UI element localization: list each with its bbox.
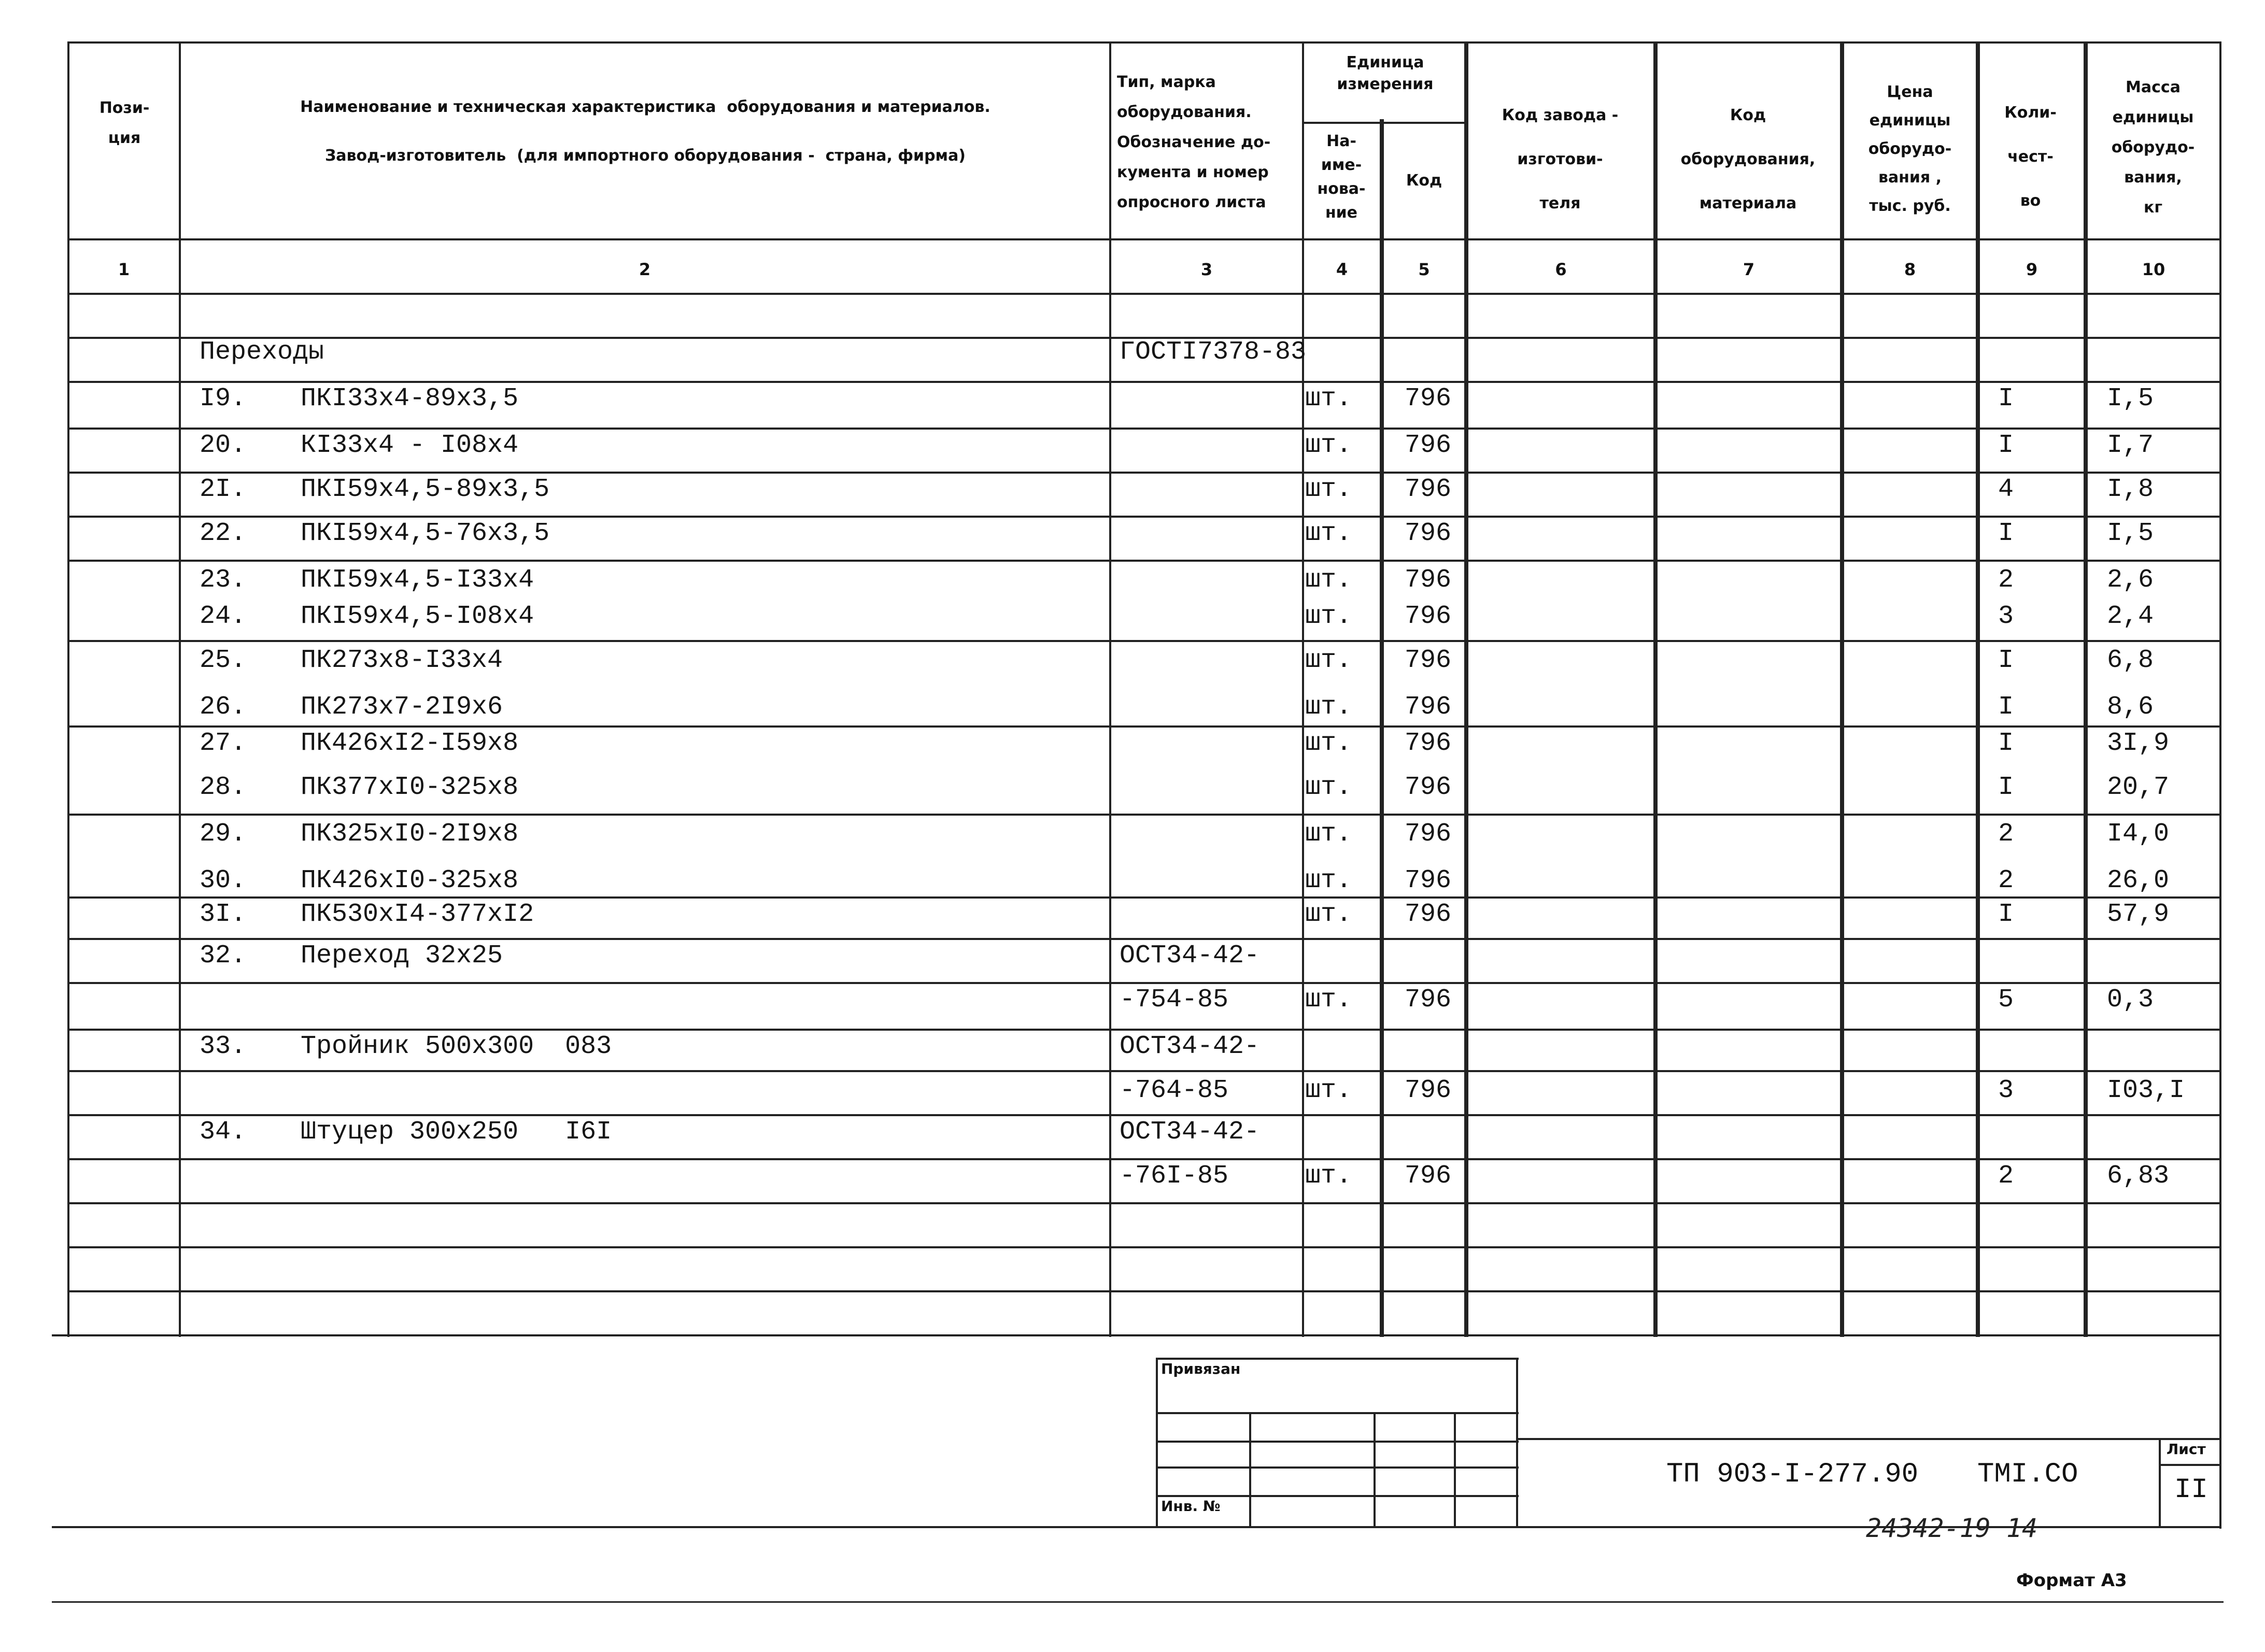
col-line-8 [1976, 41, 1980, 1337]
row-line [67, 814, 2221, 816]
unit-cell: шт. [1305, 1076, 1352, 1105]
document-cell: -76I-85 [1120, 1161, 1229, 1191]
quantity-cell: I [1998, 773, 2014, 802]
position-cell: 3I. [200, 900, 247, 929]
position-cell: 33. [200, 1032, 247, 1061]
unit-code-cell: 796 [1405, 866, 1452, 895]
name-cell: Штуцер 300x250 I6I [301, 1117, 612, 1147]
position-cell: 20. [200, 431, 247, 460]
col-number: 6 [1555, 260, 1567, 279]
quantity-cell: I [1998, 519, 2014, 548]
header-type: Тип, марка оборудования. Обозначение до- кумента и номер опросного листа [1117, 73, 1271, 211]
bound-label: Привязан [1161, 1360, 1241, 1377]
unit-code-cell: 796 [1405, 692, 1452, 722]
unit-code-cell: 796 [1405, 985, 1452, 1015]
quantity-cell: 2 [1998, 866, 2014, 895]
quantity-cell: 5 [1998, 985, 2014, 1015]
name-cell: ПК273x8-I33x4 [301, 646, 503, 675]
unit-code-cell: 796 [1405, 1076, 1452, 1105]
col-line-5 [1464, 41, 1468, 1337]
name-cell: Тройник 500x300 083 [301, 1032, 612, 1061]
document-suffix: ТМI.СО [1977, 1459, 2078, 1490]
unit-group-line [1302, 122, 1468, 124]
col-line-3 [1302, 41, 1304, 1337]
col-number: 7 [1743, 260, 1755, 279]
mass-cell: 8,6 [2107, 692, 2154, 722]
mass-cell: I,5 [2107, 519, 2154, 548]
header-factory-code: Код завода - изготови- теля [1502, 106, 1619, 212]
unit-cell: шт. [1305, 646, 1352, 675]
col-number: 2 [639, 260, 651, 279]
col-number: 9 [2026, 260, 2038, 279]
col-line-4 [1380, 119, 1384, 1337]
header-unit-name: На- име- нова- ние [1317, 132, 1366, 222]
name-cell: ПК377xI0-325x8 [301, 773, 519, 802]
mass-cell: 3I,9 [2107, 729, 2170, 758]
unit-cell: шт. [1305, 384, 1352, 414]
quantity-cell: I [1998, 431, 2014, 460]
mass-cell: 6,8 [2107, 646, 2154, 675]
unit-cell: шт. [1305, 985, 1352, 1015]
unit-cell: шт. [1305, 692, 1352, 722]
quantity-cell: 2 [1998, 565, 2014, 595]
quantity-cell: I [1998, 646, 2014, 675]
mass-cell: 20,7 [2107, 773, 2170, 802]
name-cell: ПКI59x4,5-I08x4 [301, 602, 534, 631]
unit-code-cell: 796 [1405, 900, 1452, 929]
unit-cell: шт. [1305, 773, 1352, 802]
row-line [67, 381, 2221, 383]
col-number: 4 [1336, 260, 1348, 279]
header-quantity: Коли- чест- во [2004, 104, 2057, 210]
header-position: Пози- ция [99, 99, 150, 147]
unit-code-cell: 796 [1405, 729, 1452, 758]
position-cell: 23. [200, 565, 247, 595]
name-cell: ПК426xI2-I59x8 [301, 729, 519, 758]
unit-code-cell: 796 [1405, 646, 1452, 675]
quantity-cell: I [1998, 729, 2014, 758]
mass-cell: 0,3 [2107, 985, 2154, 1015]
name-cell: ПК273x7-2I9x6 [301, 692, 503, 722]
unit-code-cell: 796 [1405, 773, 1452, 802]
mass-cell: I,8 [2107, 475, 2154, 504]
document-cell: ОСТ34-42- [1120, 1117, 1260, 1147]
mass-cell: 2,4 [2107, 602, 2154, 631]
format-label: Формат А3 [2016, 1570, 2127, 1591]
document-cell: ОСТ34-42- [1120, 941, 1260, 971]
row-line [67, 938, 2221, 940]
unit-code-cell: 796 [1405, 475, 1452, 504]
row-line [67, 1290, 2221, 1292]
unit-cell: шт. [1305, 729, 1352, 758]
quantity-cell: 3 [1998, 1076, 2014, 1105]
row-line [67, 428, 2221, 430]
header-unit-code: Код [1406, 172, 1442, 190]
document-cell: ОСТ34-42- [1120, 1032, 1260, 1061]
position-cell: 24. [200, 602, 247, 631]
header-unit-group: Единица измерения [1337, 53, 1434, 93]
unit-cell: шт. [1305, 475, 1352, 504]
position-cell: 26. [200, 692, 247, 722]
frame-right [2219, 41, 2221, 1529]
document-cell: -754-85 [1120, 985, 1229, 1015]
position-cell: 34. [200, 1117, 247, 1147]
unit-code-cell: 796 [1405, 384, 1452, 414]
header-name-line2: Завод-изготовитель (для импортного оборудования - страна, фирма) [324, 147, 966, 165]
quantity-cell: 3 [1998, 602, 2014, 631]
col-line-6 [1653, 41, 1658, 1337]
mass-cell: 2,6 [2107, 565, 2154, 595]
name-cell: ПК426xI0-325x8 [301, 866, 519, 895]
name-cell: ПК325xI0-2I9x8 [301, 819, 519, 849]
quantity-cell: I [1998, 384, 2014, 414]
header-equipment-code: Код оборудования, материала [1680, 106, 1816, 212]
col-line-1 [179, 41, 181, 1337]
col-number: 5 [1418, 260, 1430, 279]
sheet-label: Лист [2167, 1441, 2206, 1458]
mass-cell: 6,83 [2107, 1161, 2170, 1191]
unit-cell: шт. [1305, 900, 1352, 929]
mass-cell: 26,0 [2107, 866, 2170, 895]
col-number: 10 [2142, 260, 2165, 279]
name-cell: ПКI33x4-89x3,5 [301, 384, 519, 414]
quantity-cell: I [1998, 900, 2014, 929]
name-cell: Переходы [200, 337, 324, 367]
handwritten-number: 24342-19 14 [1866, 1513, 2038, 1543]
position-cell: 28. [200, 773, 247, 802]
row-line [67, 640, 2221, 642]
document-cell: -764-85 [1120, 1076, 1229, 1105]
name-cell: КI33x4 - I08x4 [301, 431, 519, 460]
row-line [67, 516, 2221, 518]
header-bottom-line [67, 238, 2221, 240]
row-line [67, 1202, 2221, 1204]
quantity-cell: 2 [1998, 819, 2014, 849]
mass-cell: I,5 [2107, 384, 2154, 414]
position-cell: 25. [200, 646, 247, 675]
position-cell: 2I. [200, 475, 247, 504]
unit-code-cell: 796 [1405, 431, 1452, 460]
row-line [67, 982, 2221, 984]
name-cell: ПК530xI4-377xI2 [301, 900, 534, 929]
unit-cell: шт. [1305, 431, 1352, 460]
row-line [67, 1246, 2221, 1248]
col-line-9 [2084, 41, 2088, 1337]
position-cell: 22. [200, 519, 247, 548]
unit-cell: шт. [1305, 519, 1352, 548]
row-line [67, 1158, 2221, 1160]
unit-cell: шт. [1305, 602, 1352, 631]
quantity-cell: 4 [1998, 475, 2014, 504]
quantity-cell: 2 [1998, 1161, 2014, 1191]
quantity-cell: I [1998, 692, 2014, 722]
position-cell: 30. [200, 866, 247, 895]
row-line [67, 896, 2221, 899]
position-cell: 32. [200, 941, 247, 971]
position-cell: 29. [200, 819, 247, 849]
unit-code-cell: 796 [1405, 819, 1452, 849]
header-unit-mass: Масса единицы оборудо- вания, кг [2111, 78, 2195, 217]
frame-top [67, 41, 2221, 44]
position-cell: I9. [200, 384, 247, 414]
table-bottom-line [52, 1334, 2221, 1336]
document-code: ТП 903-I-277.90 [1666, 1459, 1919, 1490]
mass-cell: 57,9 [2107, 900, 2170, 929]
unit-cell: шт. [1305, 565, 1352, 595]
format-line [52, 1601, 2224, 1603]
col-line-7 [1840, 41, 1844, 1337]
unit-code-cell: 796 [1405, 1161, 1452, 1191]
name-cell: ПКI59x4,5-89x3,5 [301, 475, 550, 504]
mass-cell: I,7 [2107, 431, 2154, 460]
position-cell: 27. [200, 729, 247, 758]
unit-cell: шт. [1305, 866, 1352, 895]
frame-left [67, 41, 69, 1337]
name-cell: ПКI59x4,5-I33x4 [301, 565, 534, 595]
unit-code-cell: 796 [1405, 602, 1452, 631]
col-line-2 [1109, 41, 1111, 1337]
unit-cell: шт. [1305, 1161, 1352, 1191]
row-line [67, 472, 2221, 474]
row-line [67, 1114, 2221, 1116]
document-cell: ГОСТI7378-83 [1120, 337, 1307, 367]
name-cell: ПКI59x4,5-76x3,5 [301, 519, 550, 548]
mass-cell: I4,0 [2107, 819, 2170, 849]
row-line [67, 560, 2221, 562]
col-number: 8 [1904, 260, 1916, 279]
col-number: 1 [118, 260, 130, 279]
unit-cell: шт. [1305, 819, 1352, 849]
row-line [67, 1070, 2221, 1072]
row-line [67, 1029, 2221, 1031]
header-name-line1: Наименование и техническая характеристика оборудования и материалов. [300, 98, 990, 116]
sheet-number: II [2174, 1474, 2208, 1506]
mass-cell: I03,I [2107, 1076, 2185, 1105]
row-line [67, 725, 2221, 728]
inventory-label: Инв. № [1161, 1498, 1221, 1515]
col-number: 3 [1200, 260, 1213, 279]
name-cell: Переход 32x25 [301, 941, 503, 971]
header-unit-price: Цена единицы оборудо- вания , тыс. руб. [1868, 83, 1952, 215]
unit-code-cell: 796 [1405, 565, 1452, 595]
unit-code-cell: 796 [1405, 519, 1452, 548]
